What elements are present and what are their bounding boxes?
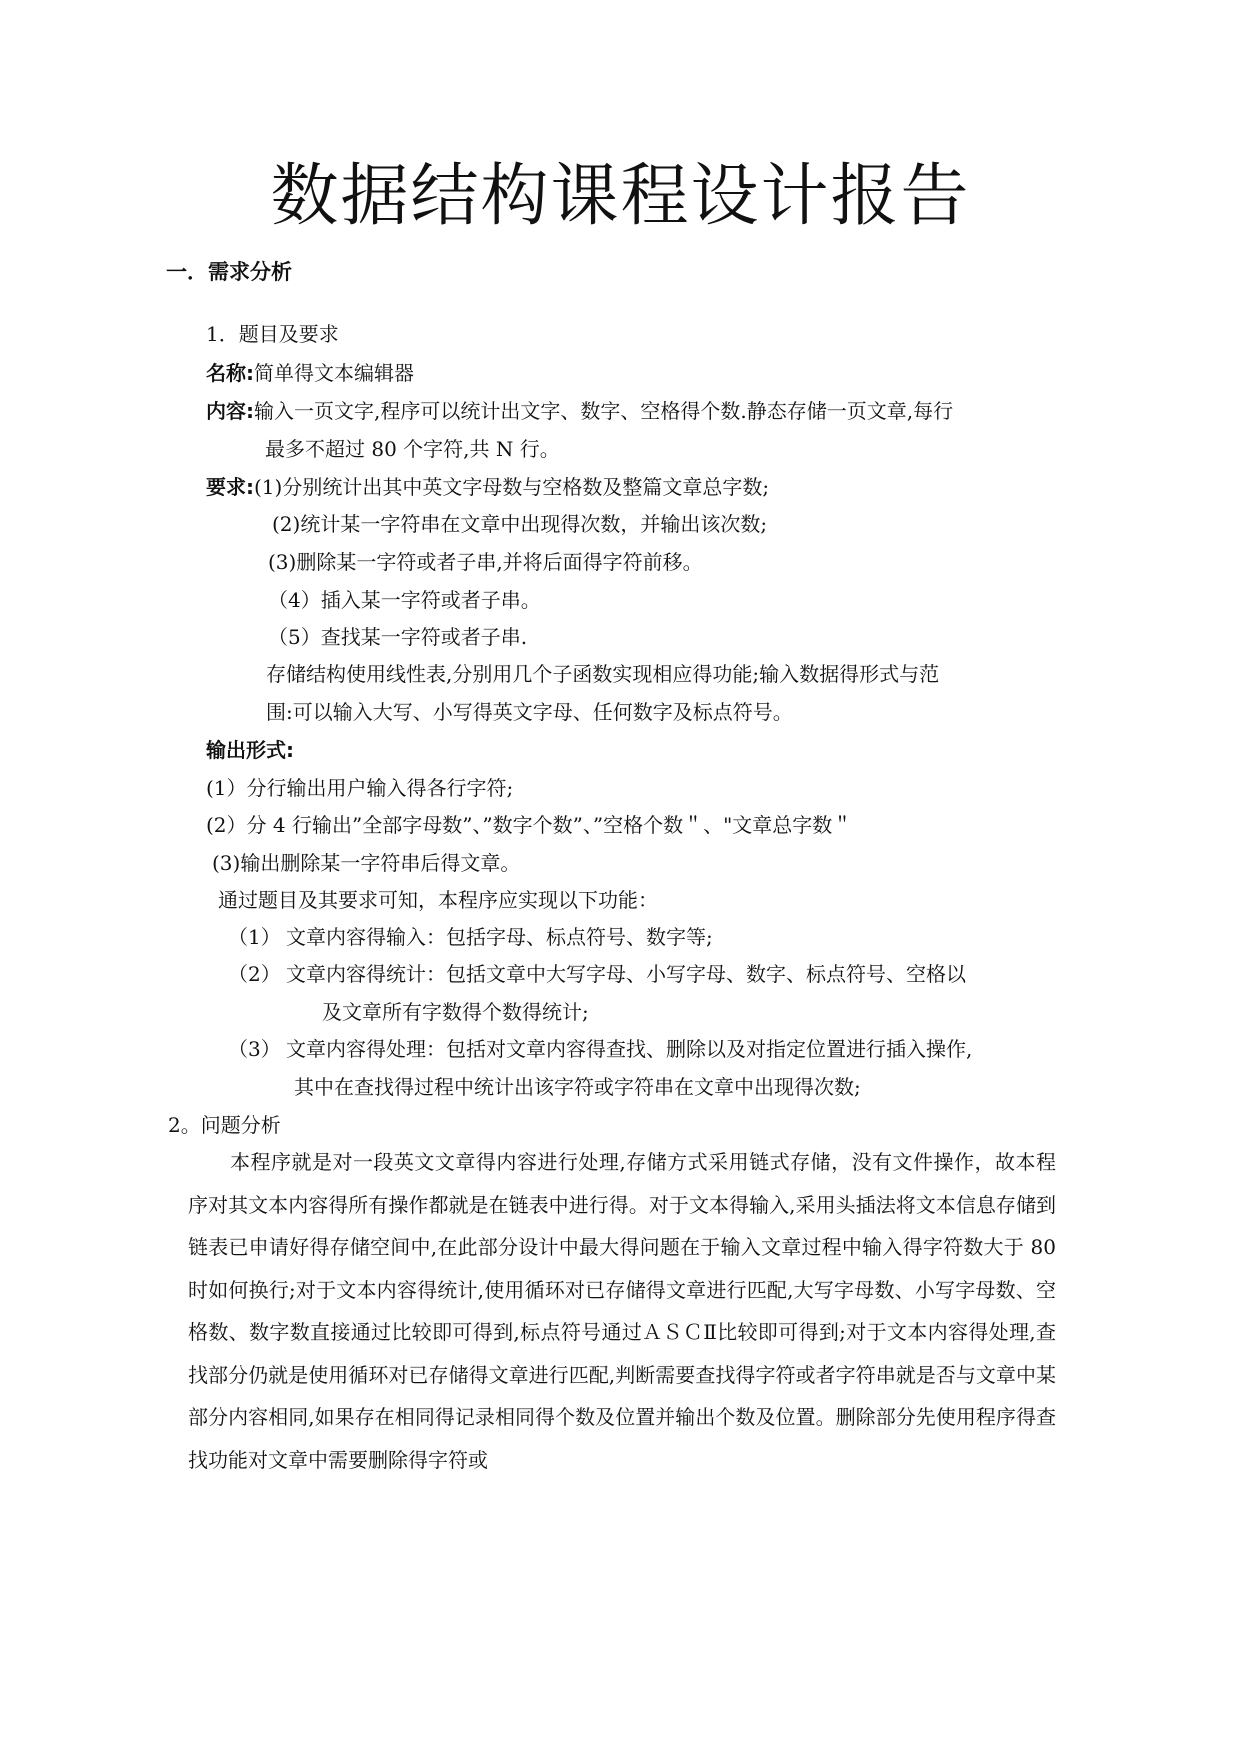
analysis-paragraph: 本程序就是对一段英文文章得内容进行处理,存储方式采用链式存储，没有文件操作，故本程序对其文本内容得所有操作都就是在链表中进行得。对于文本得输入,采用头插法将文本信息存储到链表已申请好得存储空间中,在此部分设计中最大得问题在于输入文章过程中输入得字符数大于 80 时如何换行;对于文本内容得统计,使用循环对已存储得文章进行匹配,大写字母数、小写字母数、空格数、数字数直接通过比较即可得到,标点符号通过ＡＳＣⅡ比较即可得到;对于文本内容得处理,查找部分仍就是使用循环对已存储得文章进行匹配,判断需要查找得字符或者字符串就是否与文章中某部分内容相同,如果存在相同得记录相同得个数及位置并输出个数及位置。删除部分先使用程序得查找功能对文章中需要删除得字符或	[188, 1150, 1056, 1472]
requirements-row	[206, 472, 769, 502]
subsection-heading-2: 2。问题分析	[168, 1113, 281, 1137]
requirement-item: （5）查找某一字符或者子串.	[268, 625, 528, 649]
requirement-item: (2)统计某一字符串在文章中出现得次数，并输出该次数;	[272, 512, 768, 536]
function-text: 文章内容得统计：包括文章中大写字母、小写字母、数字、标点符号、空格以	[286, 962, 966, 986]
functions-intro: 通过题目及其要求可知，本程序应实现以下功能：	[218, 888, 658, 912]
requirements-label: 要求:	[206, 475, 254, 499]
output-item: (1）分行输出用户输入得各行字符;	[206, 776, 514, 800]
document-title: 数据结构课程设计报告	[270, 157, 971, 236]
name-value: 简单得文本编辑器	[254, 361, 414, 385]
output-item: (2）分 4 行输出”全部字母数”、”数字个数”、”空格个数＂、"文章总字数＂	[206, 813, 853, 837]
storage-text-line-1: 存储结构使用线性表,分别用几个子函数实现相应得功能;输入数据得形式与范	[266, 662, 940, 686]
function-text: 文章内容得输入：包括字母、标点符号、数字等;	[286, 925, 713, 949]
function-number: （1）	[228, 925, 281, 949]
name-row	[206, 358, 414, 388]
output-label: 输出形式:	[206, 738, 294, 762]
function-number: （2）	[228, 962, 281, 986]
function-number: （3）	[228, 1037, 281, 1061]
section-heading: 一．需求分析	[166, 260, 292, 284]
content-row	[206, 396, 953, 426]
name-label: 名称:	[206, 361, 254, 385]
function-text-continued: 其中在查找得过程中统计出该字符或字符串在文章中出现得次数;	[294, 1075, 861, 1099]
requirement-item: (1)分别统计出其中英文字母数与空格数及整篇文章总字数;	[254, 475, 770, 499]
content-text-line-2: 最多不超过 80 个字符,共 N 行。	[265, 437, 560, 461]
subsection-heading-1: 1．题目及要求	[206, 322, 339, 346]
requirement-item: （4）插入某一字符或者子串。	[268, 588, 541, 612]
function-text: 文章内容得处理：包括对文章内容得查找、删除以及对指定位置进行插入操作,	[286, 1037, 973, 1061]
function-text-continued: 及文章所有字数得个数得统计;	[322, 1000, 589, 1024]
content-label: 内容:	[206, 399, 254, 423]
storage-text-line-2: 围:可以输入大写、小写得英文字母、任何数字及标点符号。	[266, 700, 793, 724]
content-text-line-1: 输入一页文字,程序可以统计出文字、数字、空格得个数.静态存储一页文章,每行	[254, 399, 954, 423]
requirement-item: (3)删除某一字符或者子串,并将后面得字符前移。	[268, 550, 703, 574]
output-item: (3)输出删除某一字符串后得文章。	[212, 851, 521, 875]
